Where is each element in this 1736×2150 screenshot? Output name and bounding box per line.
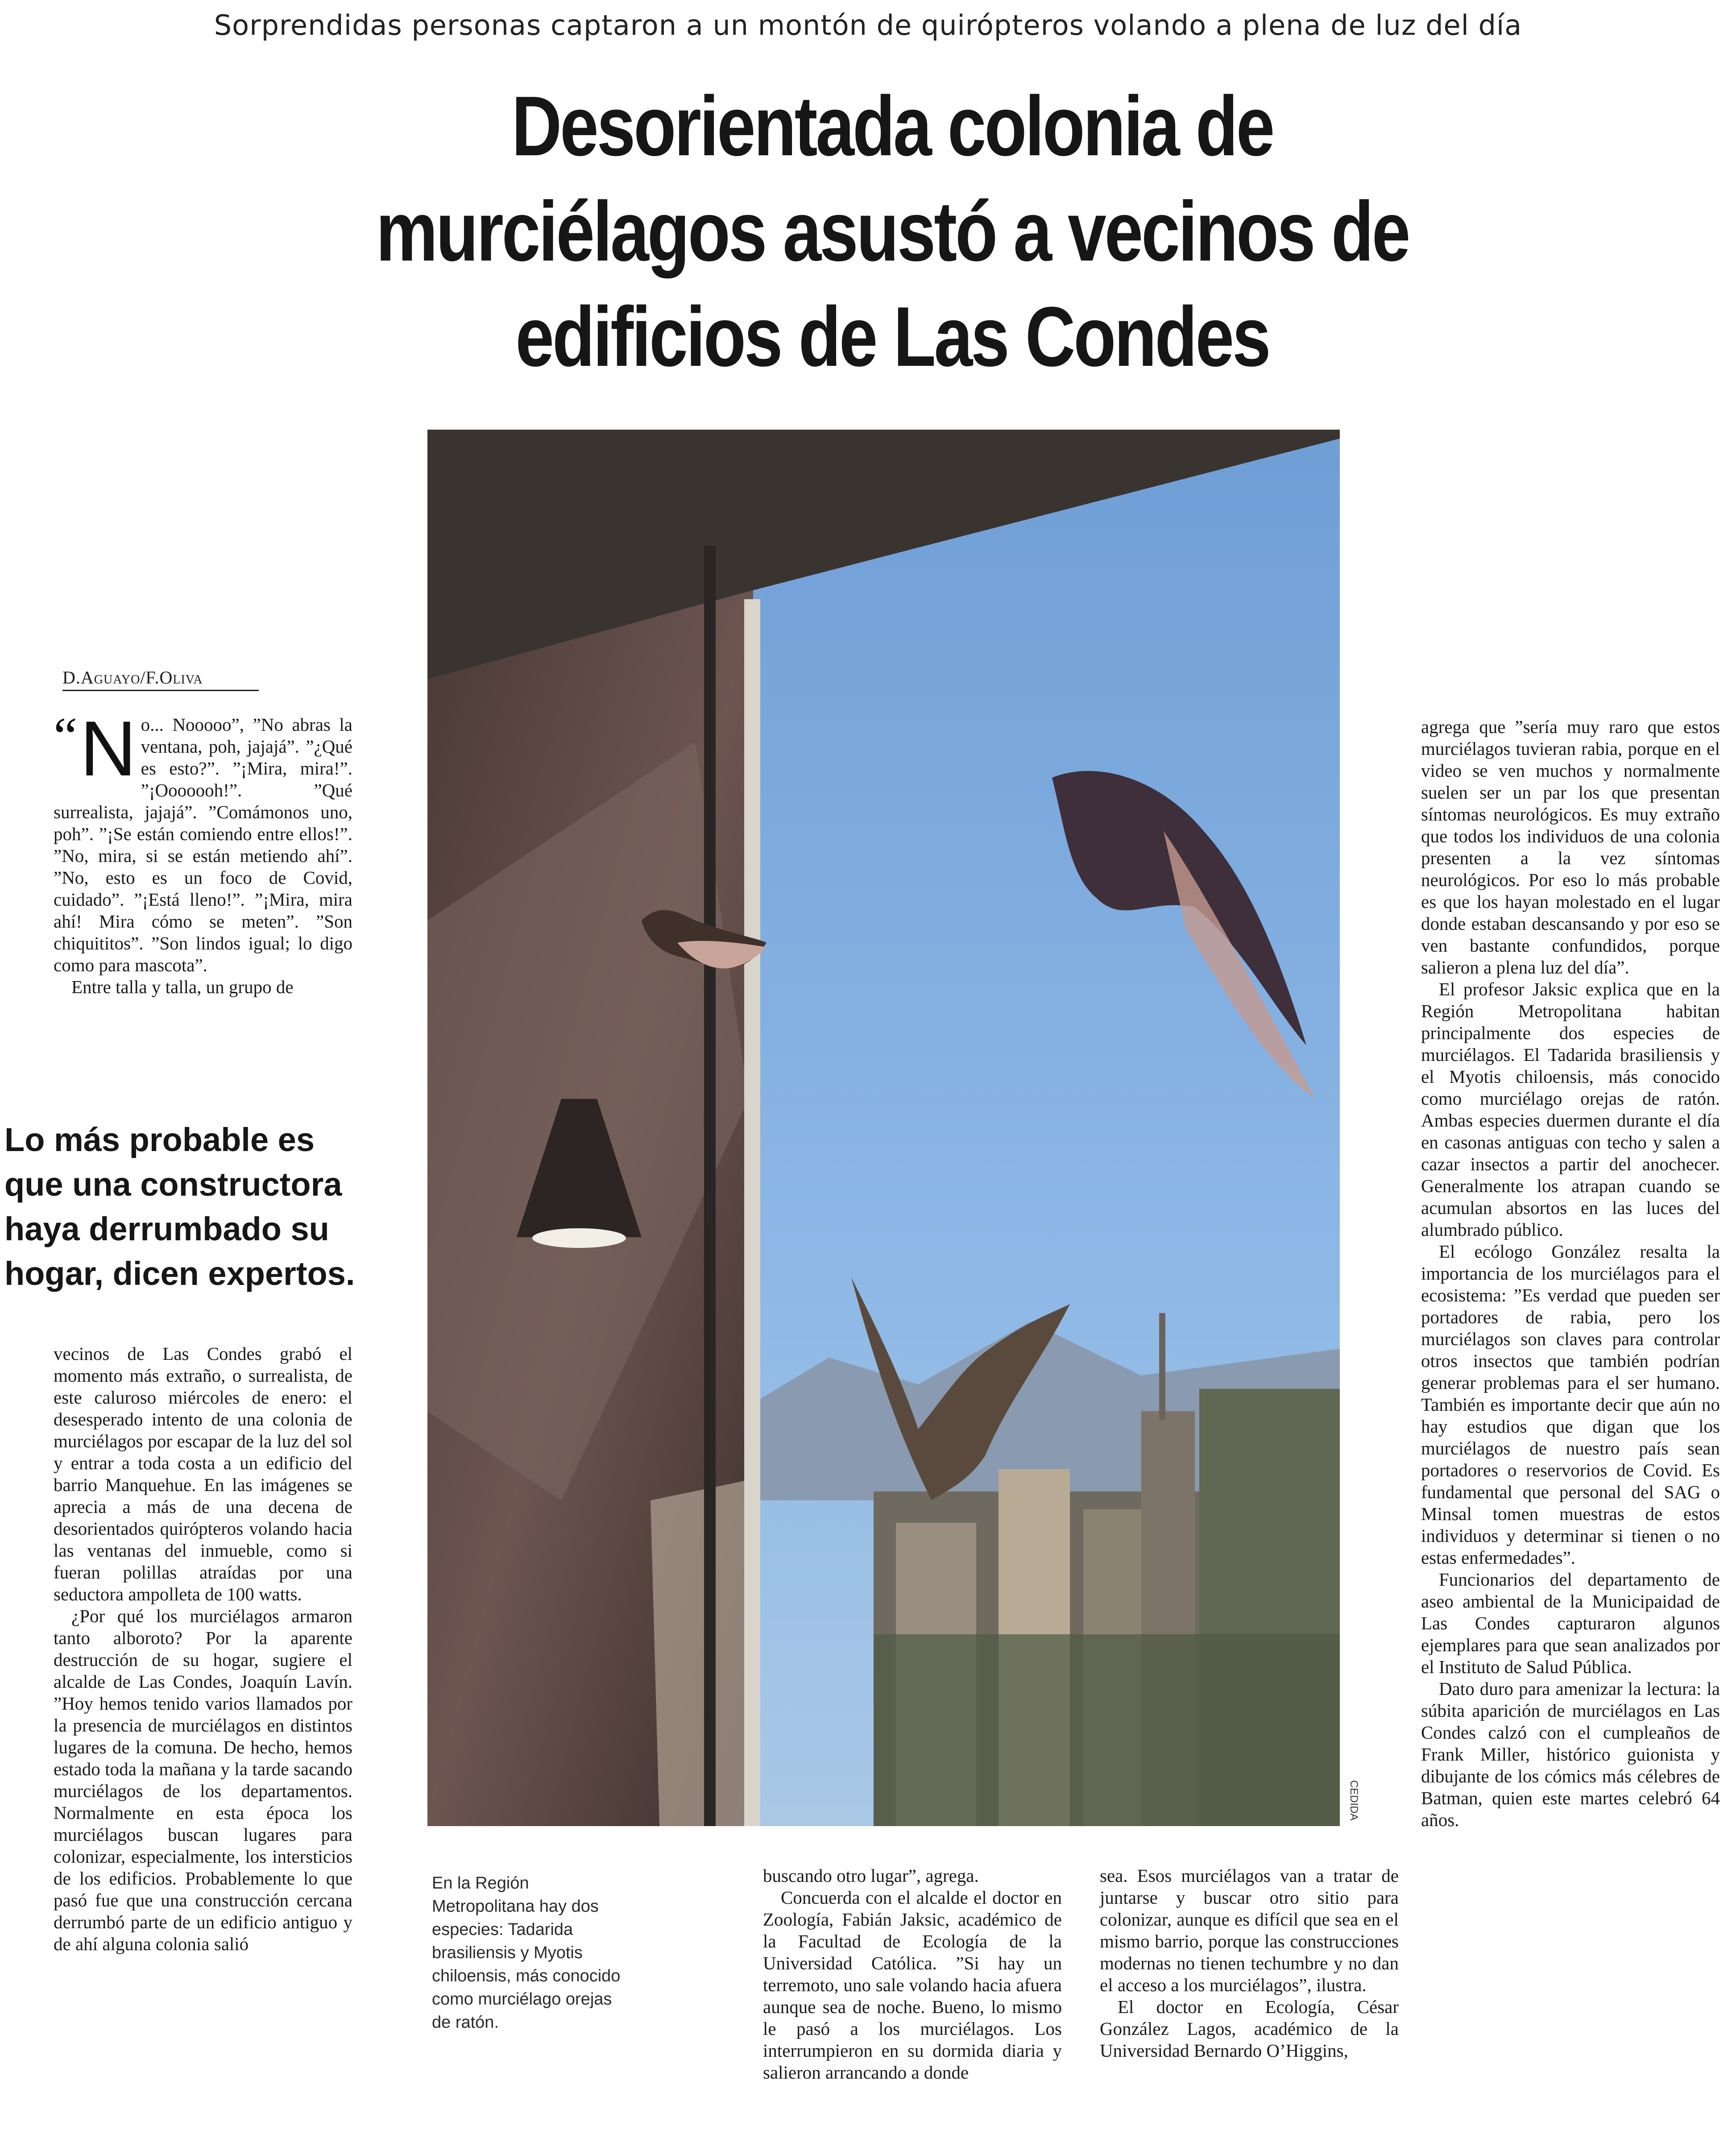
- antenna: [1159, 1313, 1165, 1420]
- paragraph: Funcionarios del departamento de aseo ambiental de la Municipaidad de Las Condes capturaron algunos ejemplares para que sean analizados por el Instituto de Salud Pública.: [1421, 1569, 1720, 1677]
- window-frame: [704, 546, 716, 1826]
- paragraph: Concuerda con el alcalde el doctor en Zoología, Fabián Jaksic, académico de la Facultad de Ecología de la Universidad Católica. ”Si hay un terremoto, uno sale volando hacia afuera aunque sea de noche. Bueno, lo mismo le pasó a los murciélagos. Los interrumpieron en su dormida diaria y salieron arrancando a donde: [763, 1887, 1062, 2083]
- paragraph: Dato duro para amenizar la lectura: la súbita aparición de murciélagos en Las Condes calzó con el cumpleaños de Frank Miller, histórico guionista y dibujante de los cómics más célebres de Batman, quien este martes celebró 64 años.: [1421, 1678, 1720, 1830]
- headline-line-2: murciélagos asustó a vecinos de: [376, 184, 1409, 279]
- photo-credit: CEDIDA: [1348, 1780, 1360, 1821]
- lead-paragraph: “ N o... Nooooo”, ”No abras la ventana, poh, jajajá”. ”¿Qué es esto?”. ”¡Mira, mira!”. ”¡Ooooooh!”. ”Qué surrealista, jajajá”. ”Comámonos uno, poh”. ”¡Se están comiendo entre ellos!”. ”No, mira, si se están metiendo ahí”. ”No, esto es un foco de Covid, cuidado”. ”¡Está lleno!”. ”¡Mira, mira ahí! Mira cómo se meten”. ”Son chiquititos”. ”Son lindos igual; lo digo como para mascota”.: [54, 705, 352, 975]
- lamp-light: [532, 1228, 626, 1248]
- right-column: [1421, 716, 1720, 1831]
- photo-caption: En la Región Metropolitana hay dos especies: Tadarida brasiliensis y Myotis chiloensis, más conocido como murciélago orejas de ratón.: [432, 1874, 621, 2032]
- lead-paragraph-2: Entre talla y talla, un grupo de: [71, 977, 294, 997]
- column-1-continued: [54, 1343, 352, 1955]
- paragraph: buscando otro lugar”, agrega.: [763, 1865, 979, 1886]
- drop-cap: N: [80, 705, 137, 792]
- paragraph: ¿Por qué los murciélagos armaron tanto alboroto? Por la aparente destrucción de su hogar, sugiere el alcalde de Las Condes, Joaquín Lavín. ”Hoy hemos tenido varios llamados por la presencia de murciélagos en distintos lugares de la comuna. De hecho, hemos estado toda la mañana y la tarde sacando murciélagos de los departamentos. Normalmente en esta época los murciélagos buscan lugares para colonizar, especialmente, los intersticios de los edificios. Probablemente lo que pasó fue que una construcción cercana derrumbó parte de un edificio antiguo y de ahí alguna colonia salió: [54, 1606, 352, 1954]
- headline: [365, 74, 1419, 389]
- kicker: Sorprendidas personas captaron a un montón de quirópteros volando a plena de luz del día: [214, 9, 1522, 41]
- headline-line-3: edificios de Las Condes: [515, 290, 1269, 384]
- trees: [874, 1634, 1340, 1826]
- column-3: [1100, 1865, 1399, 2062]
- byline: D.Aguayo/F.Oliva: [62, 667, 259, 691]
- column-2: [763, 1865, 1062, 2084]
- paragraph: El doctor en Ecología, César González Lagos, académico de la Universidad Bernardo O’Higgins,: [1100, 1997, 1399, 2061]
- photo-illustration: [427, 430, 1340, 1826]
- paragraph: El ecólogo González resalta la importancia de los murciélagos para el ecosistema: ”Es verdad que pueden ser portadores de rabia, pero los murciélagos son claves para controlar otros insectos que también podrían generar problemas para el ser humano. También es importante decir que aún no hay estudios que digan que los murciélagos de nuestro país sean portadores o reservorios de Covid. Es fundamental que personal del SAG o Minsal tomen muestras de estos individuos y determinar si tienen o no estas enfermedades”.: [1421, 1241, 1720, 1568]
- window-edge: [744, 599, 760, 1826]
- pull-quote: Lo más probable es que una constructora haya derrumbado su hogar, dicen expertos.: [4, 1121, 355, 1292]
- paragraph: El profesor Jaksic explica que en la Región Metropolitana habitan principalmente dos especies de murciélagos. El Tadarida brasiliensis y el Myotis chiloensis, más conocido como murciélago orejas de ratón. Ambas especies duermen durante el día en casonas antiguas con techo y salen a cazar insectos a partir del anochecer. Generalmente los atrapan cuando se acumulan absortos en las luces del alumbrado público.: [1421, 979, 1720, 1240]
- paragraph: vecinos de Las Condes grabó el momento más extraño, o surrealista, de este caluroso miércoles de enero: el desesperado intento de una colonia de murciélagos por escapar de la luz del sol y entrar a toda costa a un edificio del barrio Manquehue. En las imágenes se aprecia a más de una decena de desorientados quirópteros volando hacia las ventanas del inmueble, como si fueran polillas atraídas por una seductora ampolleta de 100 watts.: [54, 1343, 352, 1604]
- opening-quote: “: [54, 706, 78, 766]
- lead-column: [54, 705, 352, 998]
- bats-photo: [427, 430, 1340, 1826]
- headline-line-1: Desorientada colonia de: [511, 79, 1273, 174]
- paragraph: sea. Esos murciélagos van a tratar de juntarse y buscar otro sitio para colonizar, aunque es difícil que sea en el mismo barrio, porque las construcciones modernas no tienen techumbre y no dan el acceso a los murciélagos”, ilustra.: [1100, 1865, 1399, 1995]
- paragraph: agrega que ”sería muy raro que estos murciélagos tuvieran rabia, porque en el video se ven muchos y normalmente suelen ser un par los que presentan síntomas neurológicos. Es muy extraño que todos los individuos de una colonia presenten a la vez síntomas neurológicos. Por eso lo más probable es que los hayan molestado en el lugar donde estaban descansando y por eso se ven bastante confundidos, porque salieron a plena luz del día”.: [1421, 717, 1720, 978]
